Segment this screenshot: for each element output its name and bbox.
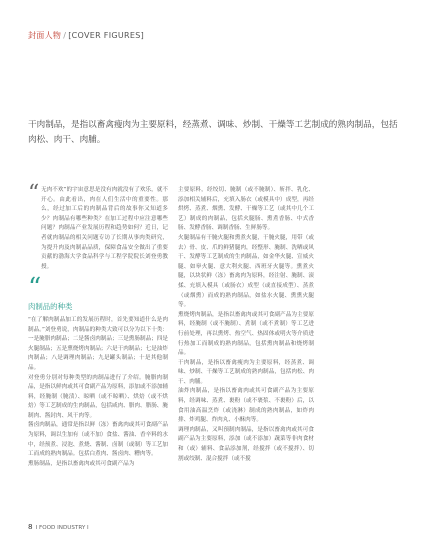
article-column-left xyxy=(28,181,168,469)
paragraph-intro: 无肉不欢”的宇宙意思是没有肉就没有了欢乐，就不开心。由此看出，肉在人们生活中的重要性。那么，经过加工后的肉制品背后的故事你又知道多少？肉制品有哪些种类？在加工过程中应注意哪些问题？肉制品产业发展历程和趋势如何？近日，记者就肉制品的相关问题专访了长期从事肉类研究，为提升肉及肉制品品质，保障食品安全做出了重要贡献的渤海大学食品科学与工程学院院长刘登勇教授。 xyxy=(41,187,168,270)
paragraph: 主要原料，经绞切、腌制（或不腌制）、斩拌、乳化、添加相关辅料后，充填入肠衣（或模具中）成型，再经烘烤、蒸煮、烟熏、发酵、干燥等工艺（或其中几个工艺）制成的肉制品，包括火腿肠、熏煮香肠、中式香肠、发酵香肠、调制香肠、生鲜肠等。 xyxy=(178,187,314,232)
opening-quote-mark: “ xyxy=(28,181,40,206)
quote-icon: “ xyxy=(28,273,42,304)
paragraph: 油炸肉制品，是指以畜禽肉或其可食副产品为主要原料，经调味、蒸煮、裹粉（或不裹浆、不裹粉）后，以食用油高温烹炸（或浇淋）制成的熟肉制品，如炸肉排、炸鸡腿、炸肉丸、小酥肉等。 xyxy=(178,388,314,424)
paragraph: 熏烧烤肉制品，是指以畜禽肉或其可食副产品为主要原料，经腌制（或不腌制）、煮制（或不煮制）等工艺进行前处理，再以熏烤、热空气、热固体或明火等介质进行热加工而制成的熟肉制品，包括熏肉制品和烧烤制品。 xyxy=(178,311,314,357)
header-separator: / xyxy=(63,31,67,40)
page-footer xyxy=(28,522,89,531)
page-number: 8 xyxy=(28,522,33,531)
subheading: 肉制品的种类 xyxy=(28,302,73,312)
paragraph: “在了解肉制品加工的发展历程时，首先要知道什么是肉制品。”刘登勇说，肉制品的种类大致可以分为以下十类：一是腌腊肉制品；二是酱卤肉制品；三是熏肠制品；四是火腿制品；五是熏烧烤肉制品；六是干肉制品；七是油炸肉制品；八是调理肉制品；九是罐头制品；十是其他制品。 xyxy=(28,316,168,371)
section-title-en: [COVER FIGURES] xyxy=(68,31,145,40)
lead-paragraph: 干肉制品，是指以畜禽瘦肉为主要原料，经蒸煮、调味、炒制、干燥等工艺制成的熟肉制品，包括肉松、肉干、肉脯。 xyxy=(28,120,398,145)
section-title-cn: 封面人物 xyxy=(28,31,62,40)
paragraph: 火腿制品有干腌火腿和熏煮火腿，干腌火腿，用带（或去）骨、皮、爪的鲜猪腿肉，经整形、腌制、洗晒或风干、发酵等工艺制成的生肉制品，如金华火腿、宣威火腿、如皋火腿、意大利火腿、西班牙火腿等。熏煮火腿，以块状鲜（冻）畜禽肉为原料，经注射、腌制、滚揉、充填入模具（或肠衣）成型（或直接成型）、蒸煮（或烟熏）而成的熟肉制品，如盐水火腿、熏熏火腿等。 xyxy=(178,234,314,309)
paragraph: 熏肠制品，是指以畜禽肉或其可食副产品为 xyxy=(28,460,135,467)
opening-paragraph xyxy=(28,181,168,272)
article-column-right xyxy=(178,186,314,464)
paragraph: 调理肉制品，又叫预制肉制品，是指以畜禽肉或其可食副产品为主要原料，添加（或不添加）蔬菜等非肉食材和（或）辅料、食品添加剂，经搅拌（或不搅拌）、切割或绞制、混合搅拌（或不搅 xyxy=(178,426,314,462)
paragraph: 酱卤肉制品，通常是指以鲜（冻）畜禽肉或其可食副产品为原料，调以生加有（或不加）食盐、酱油、香辛料的水中，经预煮、浸泡、煮烧、酱制、卤制（或制）等工艺加工而成的熟肉制品。包括白煮肉、酱卤肉、糟肉等。 xyxy=(28,422,168,458)
paragraph: 干肉制品，是指以畜禽瘦肉为主要原料，经蒸煮、调味、炒制、干燥等工艺制成的熟肉制品，包括肉松、肉干、肉脯。 xyxy=(178,359,314,385)
magazine-name: I FOOD INDUSTRY I xyxy=(35,525,89,531)
paragraph: 对登勇分别对每种类型的肉制品进行了介绍。腌腊肉制品，是指以鲜肉或其可食副产品为原料，添加或不添加辅料，经腌制（腌渍）、晾晒（或不晾晒）、烘焙（或不烘焙）等工艺制成的生肉制品，包括咸肉、腊肉、腊肠、腌制肉、酱封肉、风干肉等。 xyxy=(28,374,168,419)
section-header xyxy=(28,30,144,41)
